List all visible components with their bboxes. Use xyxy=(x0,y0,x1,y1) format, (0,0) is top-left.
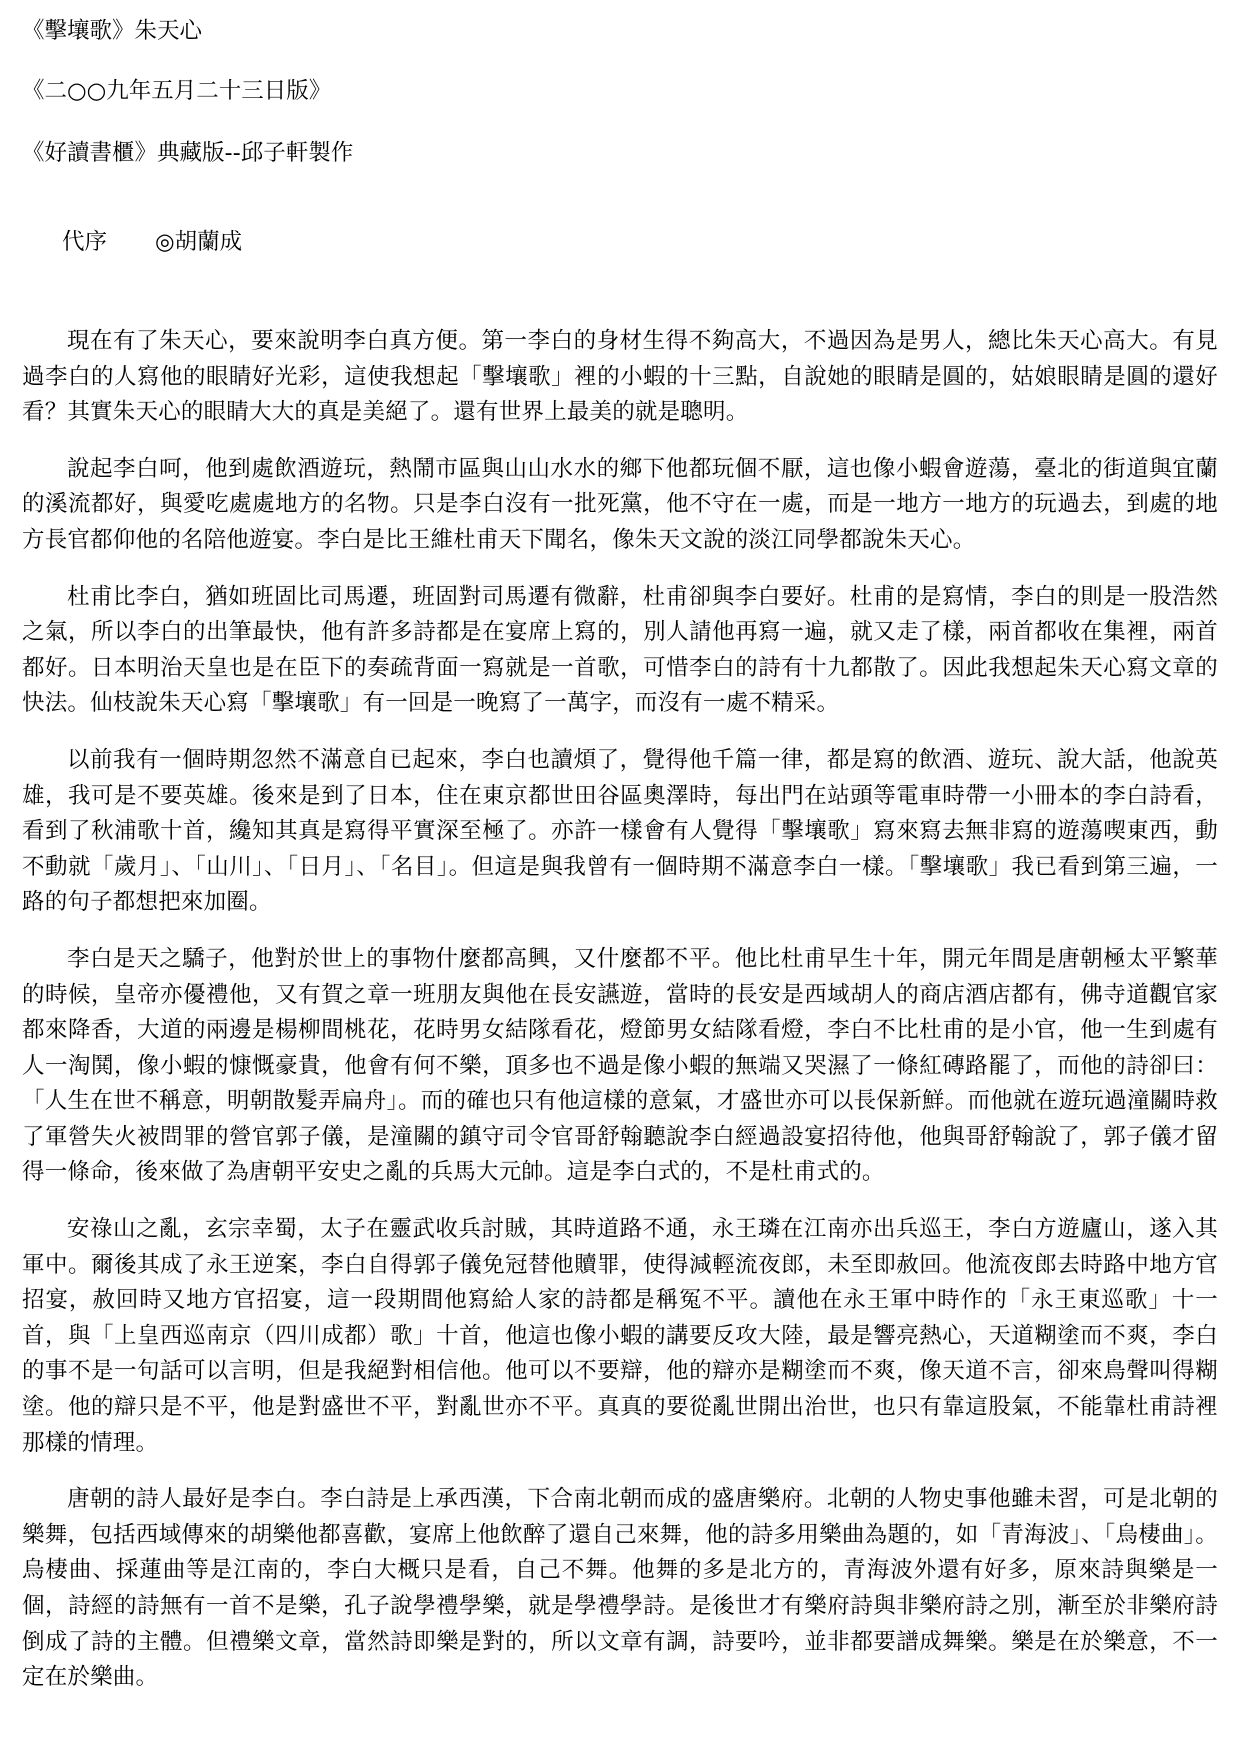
preface-heading xyxy=(62,227,242,257)
paragraph: 現在有了朱天心，要來說明李白真方便。第一李白的身材生得不夠高大，不過因為是男人，總比朱天心高大。有見過李白的人寫他的眼睛好光彩，這使我想起「擊壤歌」裡的小蝦的十三點，自說她的眼睛是圓的，姑娘眼睛是圓的還好看？其實朱天心的眼睛大大的真是美絕了。還有世界上最美的就是聰明。 xyxy=(22,328,1218,426)
preface-label: 代序 xyxy=(62,229,108,255)
book-title-line: 《擊壤歌》朱天心 xyxy=(22,18,203,44)
paragraph: 李白是天之驕子，他對於世上的事物什麼都高興，又什麼都不平。他比杜甫早生十年，開元年間是唐朝極太平繁華的時候，皇帝亦優禮他，又有賀之章一班朋友與他在長安讌遊，當時的長安是西域胡人的商店酒店都有，佛寺道觀官家都來降香，大道的兩邊是楊柳間桃花，花時男女結隊看花，燈節男女結隊看燈，李白不比杜甫的是小官，他一生到處有人一淘鬨，像小蝦的慷慨豪貴，他會有何不樂，頂多也不過是像小蝦的無端又哭濕了一條紅磚路罷了，而他的詩卻曰：「人生在世不稱意，明朝散髮弄扁舟」。而的確也只有他這樣的意氣，才盛世亦可以長保新鮮。而他就在遊玩過潼關時救了軍營失火被問罪的營官郭子儀，是潼關的鎮守司令官哥舒翰聽說李白經過設宴招待他，他與哥舒翰說了，郭子儀才留得一條命，後來做了為唐朝平安史之亂的兵馬大元帥。這是李白式的，不是杜甫式的。 xyxy=(22,945,1218,1186)
library-line: 《好讀書櫃》典藏版--邱子軒製作 xyxy=(22,140,354,166)
paragraph: 以前我有一個時期忽然不滿意自已起來，李白也讀煩了，覺得他千篇一律，都是寫的飲酒、遊玩、說大話，他說英雄，我可是不要英雄。後來是到了日本，住在東京都世田谷區奧澤時，每出門在站頭等電車時帶一小冊本的李白詩看，看到了秋浦歌十首，纔知其真是寫得平實深至極了。亦許一樣會有人覺得「擊壤歌」寫來寫去無非寫的遊蕩喫東西，動不動就「歲月」、「山川」、「日月」、「名目」。但這是與我曾有一個時期不滿意李白一樣。「擊壤歌」我已看到第三遍，一路的句子都想把來加圈。 xyxy=(22,746,1218,916)
preface-author: ◎胡蘭成 xyxy=(155,229,243,255)
paragraph: 杜甫比李白，猶如班固比司馬遷，班固對司馬遷有微辭，杜甫卻與李白要好。杜甫的是寫情，李白的則是一股浩然之氣，所以李白的出筆最快，他有許多詩都是在宴席上寫的，別人請他再寫一遍，就又走了樣，兩首都收在集裡，兩首都好。日本明治天皇也是在臣下的奏疏背面一寫就是一首歌，可惜李白的詩有十九都散了。因此我想起朱天心寫文章的快法。仙枝說朱天心寫「擊壤歌」有一回是一晚寫了一萬字，而沒有一處不精采。 xyxy=(22,583,1218,717)
paragraph: 唐朝的詩人最好是李白。李白詩是上承西漢，下合南北朝而成的盛唐樂府。北朝的人物史事他雖未習，可是北朝的樂舞，包括西域傳來的胡樂他都喜歡，宴席上他飲醉了還自己來舞，他的詩多用樂曲為題的，如「青海波」、「烏棲曲」。烏棲曲、採蓮曲等是江南的，李白大概只是看，自己不舞。他舞的多是北方的，青海波外還有好多，原來詩與樂是一個，詩經的詩無有一首不是樂，孔子說學禮學樂，就是學禮學詩。是後世才有樂府詩與非樂府詩之別，漸至於非樂府詩倒成了詩的主體。但禮樂文章，當然詩即樂是對的，所以文章有調，詩要吟，並非都要譜成舞樂。樂是在於樂意，不一定在於樂曲。 xyxy=(22,1486,1218,1691)
paragraph: 說起李白呵，他到處飲酒遊玩，熱鬧市區與山山水水的鄉下他都玩個不厭，這也像小蝦會遊蕩，臺北的街道與宜蘭的溪流都好，與愛吃處處地方的名物。只是李白沒有一批死黨，他不守在一處，而是一地方一地方的玩過去，到處的地方長官都仰他的名陪他遊宴。李白是比王維杜甫天下聞名，像朱天文說的淡江同學都說朱天心。 xyxy=(22,455,1218,553)
paragraph: 安祿山之亂，玄宗幸蜀，太子在靈武收兵討賊，其時道路不通，永王璘在江南亦出兵巡王，李白方遊廬山，遂入其軍中。爾後其成了永王逆案，李白自得郭子儀免冠替他贖罪，使得減輕流夜郎，未至即赦回。他流夜郎去時路中地方官招宴，赦回時又地方官招宴，這一段期間他寫給人家的詩都是稱冤不平。讀他在永王軍中時作的「永王東巡歌」十一首，與「上皇西巡南京（四川成都）歌」十首，他這也像小蝦的講要反攻大陸，最是響亮熱心，天道糊塗而不爽，李白的事不是一句話可以言明，但是我絕對相信他。他可以不要辯，他的辯亦是糊塗而不爽，像天道不言，卻來鳥聲叫得糊塗。他的辯只是不平，他是對盛世不平，對亂世亦不平。真真的要從亂世開出治世，也只有靠這股氣，不能靠杜甫詩裡那樣的情理。 xyxy=(22,1216,1218,1456)
article-body xyxy=(22,324,1218,1717)
edition-line: 《二○○九年五月二十三日版》 xyxy=(22,78,332,104)
